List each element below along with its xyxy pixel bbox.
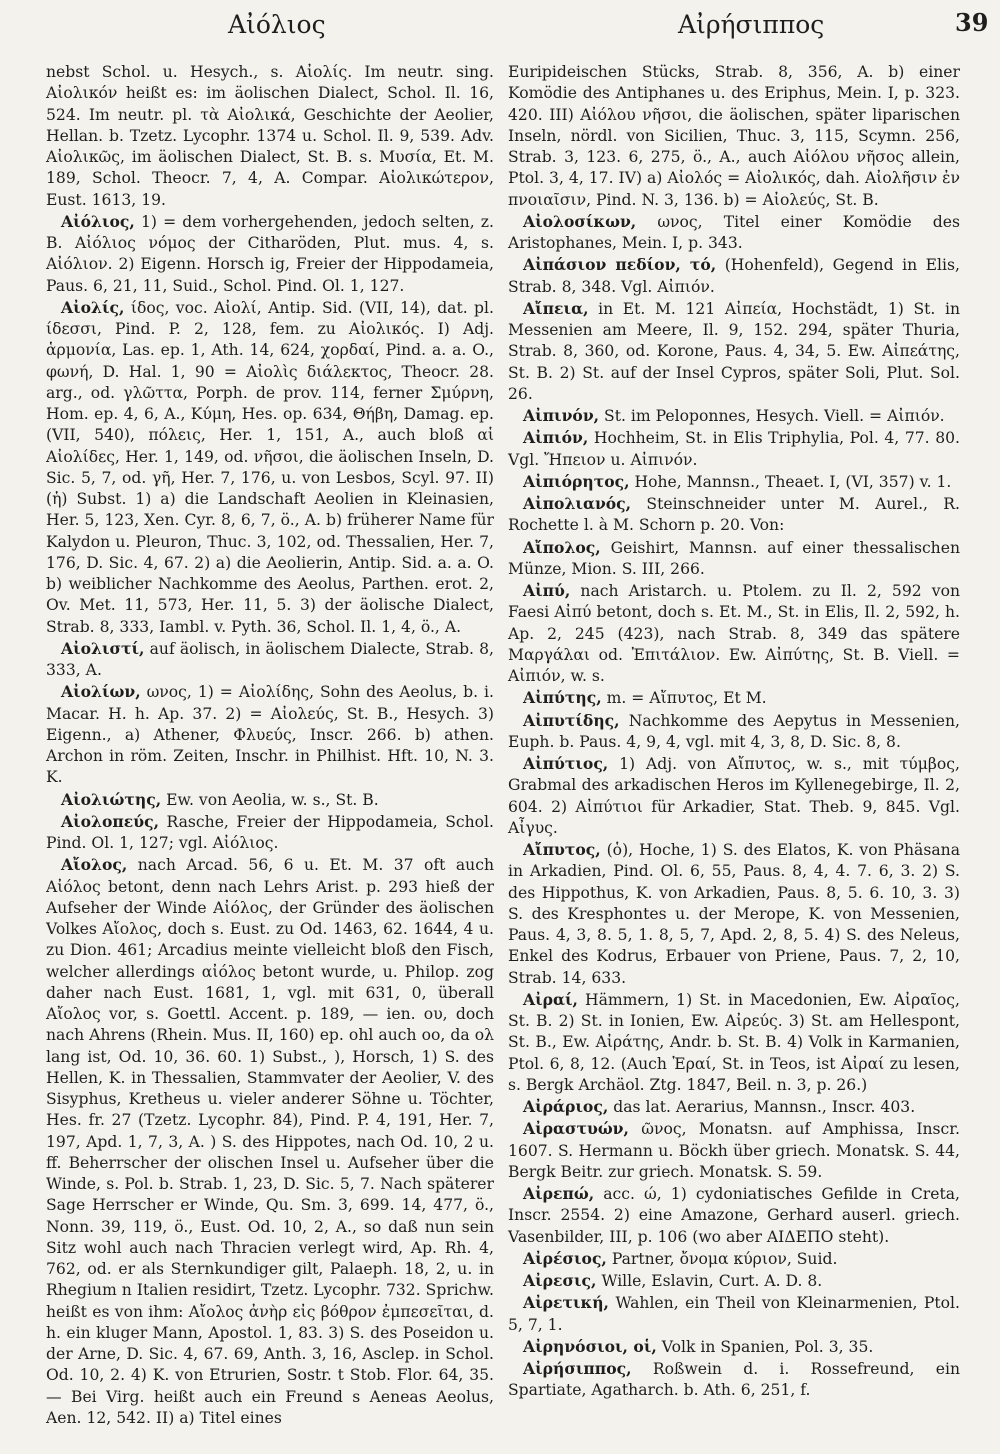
entry-text: nach Aristarch. u. Ptolem. zu Il. 2, 592 von Faesi Αἰπύ betont, doch s. Et. M., St. in Elis, Il. 2, 592, h. Ap. 2, 245 (423), nach Strab. 8, 349 das spätere Μαργάλαι od. Ἐπιτάλιον. Ew. Αἰπύτης, St. B. Viell. = Αἰπιόν, w. s. — [508, 582, 960, 685]
dictionary-entry — [508, 1118, 960, 1183]
dictionary-entry — [508, 1096, 960, 1118]
dictionary-entry — [508, 254, 960, 298]
entry-text: Euripideischen Stücks, Strab. 8, 356, A. b) einer Komödie des Antiphanes u. des Eriphus, Mein. I, p. 323. 420. III) Αἰόλου νῆσοι, die äolischen, später liparischen Inseln, nördl. von Sicilien, Thuc. 3, 115, Scymn. 256, Strab. 3, 123. 6, 275, ö., A., auch Αἰόλου νῆσος allein, Ptol. 3, 4, 17. IV) a) Αἰολός = Αἰολικός, dah. Αἰολῆσιν ἐν πνοιαῖσιν, Pind. N. 3, 136. b) = Αἰολεύς, St. B. — [508, 63, 960, 209]
entry-headword: Αἰπιόρητος, — [523, 471, 630, 491]
entry-headword: Αἰραί, — [523, 989, 578, 1009]
entry-headword: Αἰρέσιος, — [523, 1248, 607, 1268]
entry-text: Roßwein d. i. Rossefreund, ein Spartiate, Agatharch. b. Ath. 6, 251, f. — [508, 1360, 960, 1400]
dictionary-entry — [46, 789, 494, 811]
dictionary-entry — [508, 1183, 960, 1248]
entry-headword: Αἰολιστί, — [61, 638, 145, 658]
entry-text: auf äolisch, in äolischem Dialecte, Strab. 8, 333, A. — [46, 639, 494, 679]
dictionary-entry — [508, 1292, 960, 1336]
left-running-head: Αἰόλιος — [228, 10, 326, 39]
entry-headword: Αἴολος, — [61, 855, 128, 875]
entry-text: nebst Schol. u. Hesych., s. Αἰολίς. Im neutr. sing. Αἰολικόν heißt es: im äolischen Dialect, Schol. Il. 16, 524. Im neutr. pl. τὰ Αἰολικά, Geschichte der Aeolier, Hellan. b. Tzetz. Lycophr. 1374 u. Schol. Il. 9, 539. Adv. Αἰολικῶς, im äolischen Dialect, St. B. s. Μυσία, Et. M. 189, Schol. Theocr. 7, 4, A. Compar. Αἰολικώτερον, Eust. 1613, 19. — [46, 63, 494, 209]
entry-headword: Αἰραστυών, — [523, 1119, 629, 1139]
entry-headword: Αἰπύτης, — [523, 688, 602, 708]
entry-text: (ὁ), Hoche, 1) S. des Elatos, K. von Phäsana in Arkadien, Pind. Ol. 6, 55, Paus. 8, 4, 4. 7. 6, 3. 2) S. des Hippothus, K. von Arkadien, Paus. 8, 5. 6. 10, 3. 3) S. des Kresphontes u. der Merope, K. von Messenien, Paus. 4, 3, 8. 5, 1. 8, 5, 7, Apd. 2, 8, 5. 4) S. des Neleus, Enkel des Kodrus, Erbauer von Priene, Paus. 7, 2, 10, Strab. 14, 633. — [508, 841, 960, 987]
entry-text: Hämmern, 1) St. in Macedonien, Ew. Αἰραῖος, St. B. 2) St. in Ionien, Ew. Αἰρεύς. 3) St. am Hellespont, St. B., Ew. Αἰράτης, Andr. b. St. B. 4) Volk in Karmanien, Ptol. 6, 8, 12. (Auch Ἐραί, St. in Teos, ist Αἰραί zu lesen, s. Bergk Archäol. Ztg. 1847, Beil. n. 3, p. 26.) — [508, 990, 960, 1094]
entry-text: Volk in Spanien, Pol. 3, 35. — [661, 1337, 874, 1356]
dictionary-entry — [508, 1336, 960, 1358]
dictionary-entry — [508, 1270, 960, 1292]
entry-text: 1) = dem vorhergehenden, jedoch selten, z. B. Αἰόλιος νόμος der Citharöden, Plut. mus. 4, s. Αἰόλιον. 2) Eigenn. Horsch ig, Freier der Hippodameia, Paus. 6, 21, 11, Suid., Schol. Pind. Ol. 1, 127. — [46, 212, 494, 295]
dictionary-entry — [46, 62, 494, 211]
entry-headword: Αἰολοπεύς, — [61, 811, 160, 831]
right-running-head: Αἰρήσιππος — [678, 10, 825, 39]
entry-headword: Αἰολιώτης, — [61, 789, 162, 809]
entry-text: Ew. von Aeolia, w. s., St. B. — [166, 790, 379, 809]
dictionary-entry — [508, 427, 960, 471]
entry-text: ωνος, 1) = Αἰολίδης, Sohn des Aeolus, b. i. Macar. H. h. Ap. 37. 2) = Αἰολεύς, St. B., Hesych. 3) Eigenn., a) Athener, Φλυεύς, Inscr. 266. b) athen. Archon in röm. Zeiten, Inschr. in Philhist. Hft. 10, N. 3. K. — [46, 683, 494, 787]
entry-text: ῶνος, Monatsn. auf Amphissa, Inscr. 1607. S. Hermann u. Böckh über griech. Monatsk. S. 44, Bergk Beitr. zur griech. Monatsk. S. 59. — [508, 1120, 960, 1181]
entry-headword: Αἰόλιος, — [61, 211, 135, 231]
dictionary-entry — [508, 687, 960, 709]
entry-headword: Αἰπυτίδης, — [523, 710, 620, 730]
entry-text: Hohe, Mannsn., Theaet. I, (VI, 357) v. 1. — [634, 472, 952, 491]
entry-headword: Αἴπολος, — [523, 537, 601, 557]
entry-headword: Αἰπάσιον πεδίον, τό, — [523, 255, 717, 275]
entry-headword: Αἰρήσιππος, — [523, 1359, 632, 1378]
entry-text: ωνος, Titel einer Komödie des Aristophanes, Mein. I, p. 343. — [508, 212, 960, 252]
entry-headword: Αἴπεια, — [523, 298, 589, 318]
entry-text: (Hohenfeld), Gegend in Elis, Strab. 8, 348. Vgl. Αἰπιόν. — [508, 256, 960, 296]
dictionary-entry — [508, 1358, 960, 1402]
dictionary-entry — [508, 471, 960, 493]
entry-text: acc. ώ, 1) cydoniatisches Gefilde in Creta, Inscr. 2554. 2) eine Amazone, Gerhard auserl. griech. Vasenbilder, III, p. 106 (wo aber ΑΙΔΕΠΟ steht). — [508, 1185, 960, 1246]
entry-text: Geishirt, Mannsn. auf einer thessalischen Münze, Mion. S. III, 266. — [508, 538, 960, 578]
entry-headword: Αἰρετική, — [523, 1293, 609, 1313]
entry-text: in Et. M. 121 Αἰπεία, Hochstädt, 1) St. in Messenien am Meere, Il. 9, 152. 294, später Thuria, Strab. 8, 360, od. Korone, Paus. 4, 34, 5. Ew. Αἰπεάτης, St. B. 2) St. auf der Insel Cypros, später Soli, Plut. Sol. 26. — [508, 299, 960, 403]
dictionary-entry — [46, 854, 494, 1429]
right-column — [508, 62, 960, 1402]
entry-headword: Αἰρηνόσιοι, οἱ, — [523, 1336, 657, 1356]
entry-text: Nachkomme des Aepytus in Messenien, Euph. b. Paus. 4, 9, 4, vgl. mit 4, 3, 8, D. Sic. 8, 8. — [508, 711, 960, 751]
entry-text: Partner, ὄνομα κύριον, Suid. — [611, 1249, 838, 1268]
entry-text: das lat. Aerarius, Mannsn., Inscr. 403. — [613, 1098, 916, 1116]
dictionary-entry — [508, 405, 960, 427]
entry-text: St. im Peloponnes, Hesych. Viell. = Αἰπιόν. — [604, 407, 945, 425]
entry-text: nach Arcad. 56, 6 u. Et. M. 37 oft auch Αἰόλος betont, denn nach Lehrs Arist. p. 293 hieß der Aufseher der Winde Αἰόλος, der Gründer des äolischen Volkes Αἴολος, doch s. Eust. zu Od. 1463, 62. 1644, 4 u. zu Dion. 461; Arcadius meinte vielleicht bloß den Fisch, welcher allerdings αἰόλος betont wurde, u. Philop. zog daher nach Eust. 1681, 1, vgl. mit 631, 0, überall Αἴολος vor, s. Goettl. Accent. p. 189, — ien. ου, doch nach Ahrens (Rhein. Mus. II, 160) ep. ohl auch οο, da ολ lang ist, Od. 10, 36. 60. 1) Subst., ), Horsch, 1) S. des Hellen, K. in Thessalien, Stammvater der Aeolier, V. des Sisyphus, Kretheus u. vieler anderer Söhne u. Töchter, Hes. fr. 27 (Tzetz. Lycophr. 84), Pind. P. 4, 191, Her. 7, 197, Apd. 1, 7, 3, A. ) S. des Hippotes, nach Od. 10, 2 u. ff. Beherrscher der olischen Insel u. Aufseher über die Winde, s. Pol. b. Strab. 1, 23, D. Sic. 5, 7. Nach späterer Sage Herrscher er Winde, Qu. Sm. 3, 699. 14, 477, ö., Nonn. 39, 119, ö., Eust. Od. 10, 2, A., so daß nun sein Sitz wohl auch nach Thracien verlegt wird, Ap. Rh. 4, 762, od. er als Sternkundiger gilt, Palaeph. 18, 2, u. in Rhegium n Italien residirt, Tzetz. Lycophr. 732. Sprichw. heißt es von ihm: Αἴολος ἀνὴρ εἰς βόθρον ἐμπεσεῖται, d. h. ein kluger Mann, Apostol. 1, 83. 3) S. des Poseidon u. der Arne, D. Sic. 4, 67. 69, Anth. 3, 16, Asclep. in Schol. Od. 10, 2. 4) K. von Etrurien, Sostr. t Stob. Flor. 64, 35. — Bei Virg. heißt auch ein Freund s Aeneas Aeolus, Aen. 12, 542. II) a) Titel eines — [46, 856, 494, 1427]
entry-headword: Αἰράριος, — [523, 1097, 609, 1116]
dictionary-entry — [508, 753, 960, 839]
entry-headword: Αἰπύτιος, — [523, 754, 609, 773]
entry-text: Hochheim, St. in Elis Triphylia, Pol. 4, 77. 80. Vgl. Ἤπειον u. Αἰπινόν. — [508, 429, 960, 469]
dictionary-entry — [508, 211, 960, 255]
entry-headword: Αἰπύ, — [523, 581, 571, 600]
dictionary-entry — [46, 638, 494, 682]
entry-headword: Αἰπινόν, — [523, 406, 600, 425]
entry-text: m. = Αἴπυτος, Et M. — [606, 689, 767, 708]
dictionary-entry — [508, 493, 960, 537]
entry-headword: Αἰολοσίκων, — [523, 211, 637, 231]
entry-headword: Αἰρεπώ, — [523, 1184, 595, 1203]
entry-headword: Αἴπυτος, — [523, 840, 601, 859]
entry-headword: Αἰπολιανός, — [523, 494, 632, 513]
dictionary-entry — [46, 811, 494, 855]
entry-headword: Αἰπιόν, — [523, 428, 589, 448]
dictionary-entry — [508, 989, 960, 1096]
page-number: 39 — [955, 8, 989, 37]
entry-text: 1) Adj. von Αἴπυτος, w. s., mit τύμβος, Grabmal des arkadischen Heros im Kyllenegebirge, Il. 2, 604. 2) Αἰπύτιοι für Arkadier, Stat. Theb. 9, 845. Vgl. Αἶγυς. — [508, 755, 960, 837]
dictionary-entry — [46, 297, 494, 638]
entry-text: Wahlen, ein Theil von Kleinarmenien, Ptol. 5, 7, 1. — [508, 1294, 960, 1334]
page-header — [0, 4, 1000, 48]
entry-headword: Αἰολίς, — [61, 297, 125, 317]
dictionary-entry — [508, 1248, 960, 1270]
dictionary-entry — [46, 681, 494, 788]
dictionary-entry — [508, 298, 960, 405]
dictionary-entry — [508, 710, 960, 754]
left-column — [46, 62, 494, 1429]
entry-text: Steinschneider unter M. Aurel., R. Rochette l. à M. Schorn p. 20. Von: — [508, 495, 960, 535]
entry-text: ίδος, voc. Αἰολί, Antip. Sid. (VII, 14), dat. pl. ίδεσσι, Pind. P. 2, 128, fem. zu Αἰολικός. I) Adj. ἁρμονία, Las. ep. 1, Ath. 14, 624, χορδαί, Pind. a. a. O., φωνή, D. Hal. 1, 90 = Αἰολὶς διάλεκτος, Theocr. 28. arg., od. γλῶττα, Porph. de prov. 114, ferner Σμύρνη, Hom. ep. 4, 6, A., Κύμη, Hes. op. 634, Θήβη, Damag. ep. (VII, 540), πόλεις, Her. 1, 151, A., auch bloß αἱ Αἰολίδες, Her. 1, 149, od. νῆσοι, die äolischen Inseln, D. Sic. 5, 7, od. γῆ, Her. 7, 176, u. von Lesbos, Scyl. 97. II) (ἡ) Subst. 1) a) die Landschaft Aeolien in Kleinasien, Her. 5, 123, Xen. Cyr. 8, 6, 7, ö., A. b) früherer Name für Kalydon u. Pleuron, Thuc. 3, 102, od. Thessalien, Her. 7, 176, D. Sic. 4, 67. 2) a) die Aeolierin, Antip. Sid. a. a. O. b) weiblicher Nachkomme des Aeolus, Parthen. erot. 2, Ov. Met. 11, 573, Her. 11, 5. 3) der äolische Dialect, Strab. 8, 333, Iambl. v. Pyth. 36, Schol. Il. 1, 4, ö., A. — [46, 298, 494, 636]
entry-text: Rasche, Freier der Hippodameia, Schol. Pind. Ol. 1, 127; vgl. Αἰόλιος. — [46, 812, 494, 852]
entry-headword: Αἰολίων, — [61, 682, 141, 702]
dictionary-entry — [508, 62, 960, 211]
dictionary-entry — [508, 580, 960, 687]
dictionary-entry — [46, 211, 494, 297]
dictionary-entry — [508, 537, 960, 581]
dictionary-entry — [508, 839, 960, 989]
entry-text: Wille, Eslavin, Curt. A. D. 8. — [601, 1272, 823, 1290]
entry-headword: Αἰρεσις, — [523, 1271, 597, 1290]
